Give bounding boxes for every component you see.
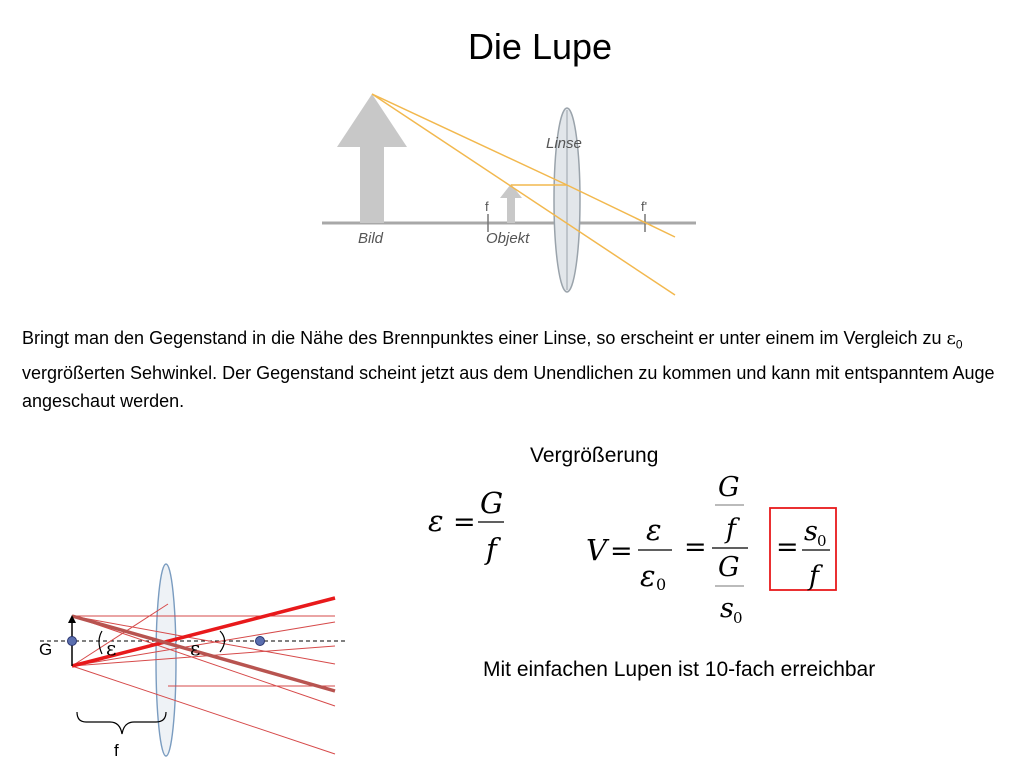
ray-thin: [72, 616, 335, 706]
ray-through-center: [372, 94, 675, 295]
focal-point-right: [256, 637, 265, 646]
formula-v-lhs: V: [586, 533, 607, 567]
focal-point-left: [68, 637, 77, 646]
epsilon-symbol: ε: [946, 328, 956, 349]
formula-epsilon-lhs: ε: [428, 504, 444, 538]
formula-v-g-bottom: G: [718, 552, 740, 583]
focal-label-left: f: [485, 199, 489, 214]
formula-v-s-result: s: [804, 516, 818, 547]
ray-refracted: [567, 185, 675, 237]
epsilon-subscript: 0: [955, 337, 963, 352]
formula-v-eps0: ε: [640, 559, 656, 593]
formula-v-eps: ε: [646, 513, 662, 547]
formula-v-eq3: =: [776, 532, 799, 563]
focal-label-right: f': [641, 199, 648, 214]
formula-v-eq1: =: [610, 536, 633, 567]
magnifier-diagram-top: [320, 90, 720, 300]
lens: [156, 564, 176, 756]
angle-label-right: ε: [190, 636, 201, 660]
page-title: Die Lupe: [467, 26, 613, 67]
image-label: Bild: [358, 230, 384, 247]
formula-v-s-result-sub: 0: [817, 532, 827, 550]
formula-v-g-top: G: [718, 472, 740, 503]
magnification-note: Mit einfachen Lupen ist 10-fach erreichbar: [483, 658, 876, 681]
ray-thin: [72, 604, 168, 666]
angle-arc-left: [99, 631, 102, 654]
focal-brace: [77, 712, 166, 734]
magnification-label: Vergrößerung: [530, 444, 659, 467]
explanation-text: [22, 324, 1002, 415]
formula-epsilon-den: f: [486, 532, 497, 566]
object-label: Objekt: [486, 230, 530, 247]
explanation-part1: Bringt man den Gegenstand in die Nähe des Brennpunktes einer Linse, so erscheint er unter einem im Vergleich zu: [22, 328, 947, 348]
object-label: G: [39, 640, 53, 659]
formula-v-s-bottom-sub: 0: [733, 609, 743, 627]
formula-epsilon-eq: =: [453, 507, 476, 538]
magnifier-diagram-bottom: [30, 560, 360, 765]
angle-label-left: ε: [106, 636, 117, 660]
image-arrow: [337, 94, 407, 223]
formula-v-s-bottom: s: [720, 593, 734, 624]
formula-v-eq2: =: [684, 532, 707, 563]
formula-magnification: [580, 470, 850, 635]
formula-v-f-top: f: [726, 514, 736, 545]
focal-label: f: [114, 741, 119, 760]
formula-epsilon-num: G: [480, 486, 504, 520]
lens-label: Linse: [546, 135, 582, 152]
object-arrow: [500, 184, 522, 223]
formula-epsilon: [420, 480, 520, 570]
explanation-part2: vergrößerten Sehwinkel. Der Gegenstand scheint jetzt aus dem Unendlichen zu kommen und kann mit entspanntem Auge angeschaut werden.: [22, 362, 995, 411]
formula-v-f-result: f: [809, 561, 819, 592]
formula-v-eps0-sub: 0: [656, 575, 667, 594]
